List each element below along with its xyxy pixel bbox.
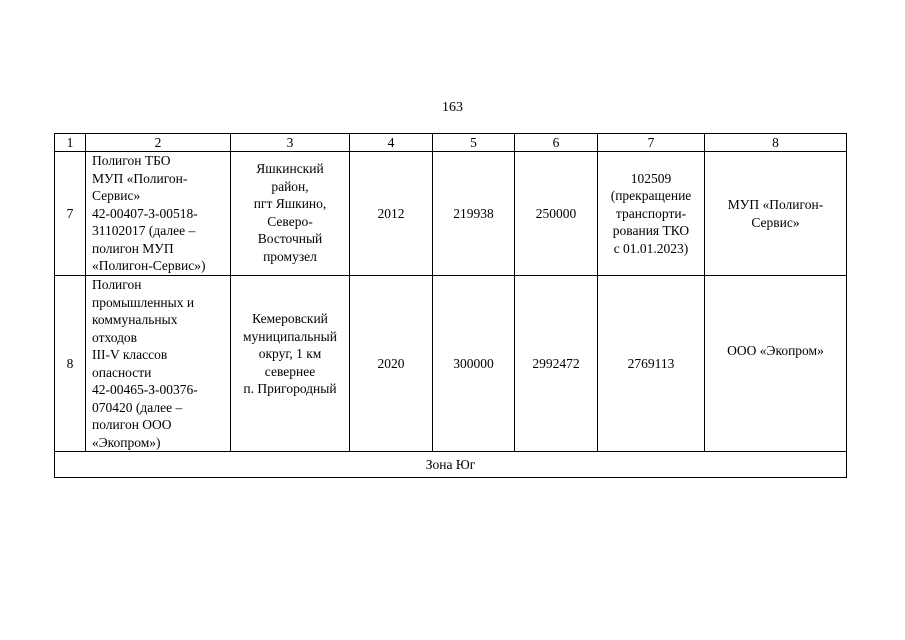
column-header: 5 <box>433 134 515 152</box>
value-cell <box>598 276 705 452</box>
text-line: Северо- <box>267 213 313 229</box>
zone-row <box>55 452 847 478</box>
text-line: Полигон ТБО <box>92 153 171 168</box>
table-row <box>55 276 847 452</box>
text-line: севернее <box>264 363 316 379</box>
text-line: III-V классов <box>92 347 168 362</box>
text-line: 102509 <box>630 170 672 186</box>
text-line: МУП «Полигон- <box>727 197 824 212</box>
text-line: 2769113 <box>627 355 675 371</box>
column-header: 4 <box>350 134 433 152</box>
column-number-row <box>55 134 847 152</box>
text-line: п. Пригородный <box>243 381 337 396</box>
zone-label: Зона Юг <box>55 452 847 478</box>
value-cell: 219938 <box>433 152 515 276</box>
text-line: Сервис» <box>751 214 800 230</box>
landfill-name-cell <box>86 276 231 452</box>
landfill-registry-table <box>54 133 847 478</box>
text-line: район, <box>271 178 309 194</box>
text-line: Кемеровский <box>252 311 328 326</box>
owner-cell <box>705 276 847 452</box>
value-cell: 250000 <box>515 152 598 276</box>
text-line: рования ТКО <box>612 223 690 239</box>
year-cell: 2012 <box>350 152 433 276</box>
text-line: округ, 1 км <box>258 346 322 361</box>
value-cell <box>598 152 705 276</box>
location-cell <box>231 152 350 276</box>
landfill-name-cell <box>86 152 231 276</box>
row-number: 8 <box>55 276 86 452</box>
column-header: 3 <box>231 134 350 152</box>
text-line: Яшкинский <box>256 161 324 176</box>
text-line: Полигон <box>92 277 142 292</box>
text-line: Сервис» <box>92 188 141 203</box>
text-line: опасности <box>92 364 152 380</box>
text-line: транспорти- <box>615 205 687 221</box>
text-line: ООО «Экопром» <box>727 343 824 358</box>
text-line: 42-00407-З-00518- <box>92 205 198 221</box>
text-line: с 01.01.2023) <box>613 240 689 256</box>
text-line: полигон ООО <box>92 417 172 432</box>
text-line: муниципальный <box>243 328 337 344</box>
value-cell: 300000 <box>433 276 515 452</box>
column-header: 7 <box>598 134 705 152</box>
text-line: отходов <box>92 329 138 345</box>
year-cell: 2020 <box>350 276 433 452</box>
text-line: промышленных и <box>92 294 195 310</box>
page-number: 163 <box>442 100 463 115</box>
text-line: МУП «Полигон- <box>92 170 188 186</box>
text-line: 42-00465-З-00376- <box>92 382 198 397</box>
row-number: 7 <box>55 152 86 276</box>
text-line: коммунальных <box>92 312 178 327</box>
column-header: 8 <box>705 134 847 152</box>
column-header: 1 <box>55 134 86 152</box>
table-row <box>55 152 847 276</box>
location-cell <box>231 276 350 452</box>
text-line: полигон МУП <box>92 240 174 256</box>
text-line: Восточный <box>257 231 323 246</box>
column-header: 2 <box>86 134 231 152</box>
text-line: 070420 (далее – <box>92 399 183 415</box>
text-line: промузел <box>263 248 317 264</box>
owner-cell <box>705 152 847 276</box>
text-line: пгт Яшкино, <box>253 196 327 211</box>
text-line: «Экопром») <box>92 434 161 450</box>
text-line: 31102017 (далее – <box>92 223 196 238</box>
text-line: (прекращение <box>610 188 692 204</box>
value-cell: 2992472 <box>515 276 598 452</box>
text-line: «Полигон-Сервис») <box>92 258 206 273</box>
column-header: 6 <box>515 134 598 152</box>
